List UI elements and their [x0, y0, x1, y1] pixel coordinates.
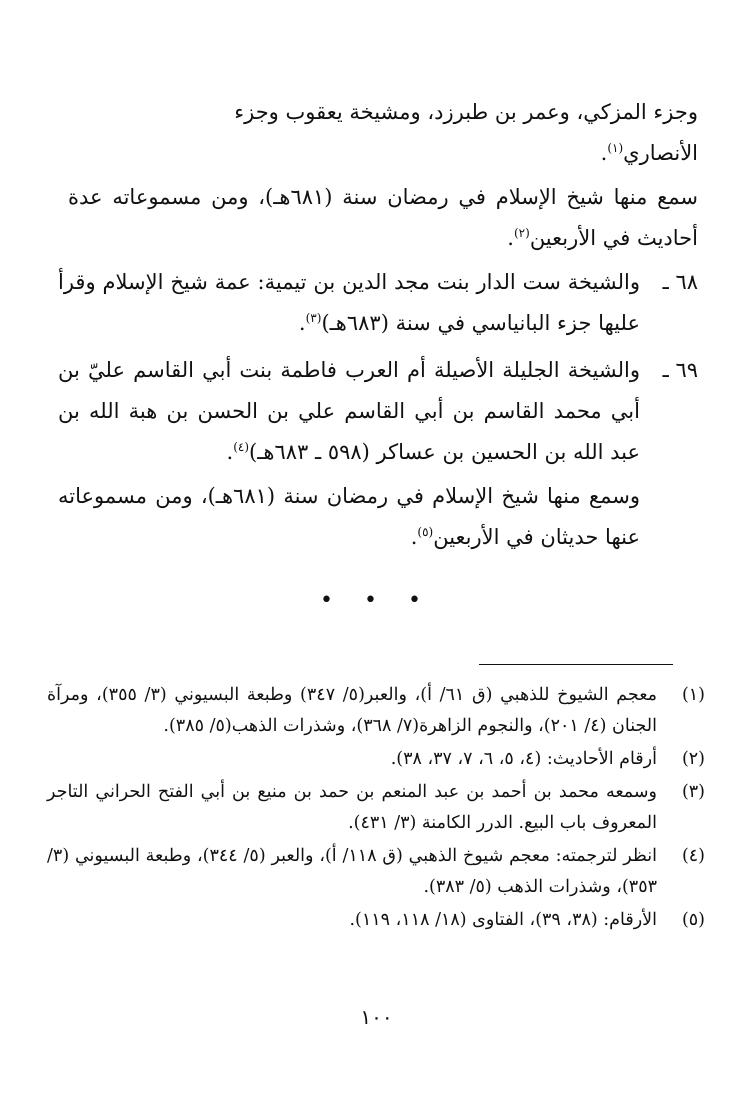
footnote-5: [47, 905, 705, 936]
footnote-ref-3[interactable]: (٣): [305, 311, 322, 325]
footnote-2: [47, 744, 705, 775]
footnote-ref-4[interactable]: (٤): [233, 440, 250, 454]
intro-line-2: الأنصاري$^{(١)}$.: [600, 141, 698, 165]
entry-text-continued: وسمع منها شيخ الإسلام في رمضان سنة (٦٨١هـ)، ومن مسموعاته عنها حديثان في الأربعين: [58, 484, 640, 549]
footnote-text: وسمعه محمد بن أحمد بن عبد المنعم بن حمد بن منيع بن أبي الفتح الحراني التاجر المعروف باب البيع. الدرر الكامنة (٣/ ٤٣١).: [47, 782, 657, 833]
footnote-3: [47, 777, 705, 839]
footnote-divider: [479, 664, 673, 665]
footnote-4: [47, 841, 705, 903]
footnote-number: (٤): [681, 846, 705, 866]
footnote-text: أرقام الأحاديث: (٤، ٥، ٦، ٧، ٣٧، ٣٨).: [390, 749, 657, 769]
entry-68: ٦٨ ـ والشيخة ست الدار بنت مجد الدين بن تيمية: عمة شيخ الإسلام وقرأ عليها جزء البانياسي في سنة (٦٨٣هـ)$^{(٣)}$.: [58, 262, 698, 344]
footnote-number: (١): [681, 685, 705, 705]
intro-line-1: وجزء المزكي، وعمر بن طبرزد، ومشيخة يعقوب وجزء: [234, 100, 698, 124]
entry-number: ٦٩ ـ: [662, 358, 698, 382]
footnote-number: (٣): [681, 782, 705, 802]
footnote-text: الأرقام: (٣٨، ٣٩)، الفتاوى (١٨/ ١١٨، ١١٩).: [349, 910, 657, 930]
footnote-number: (٥): [681, 910, 705, 930]
footnote-1: [47, 680, 705, 742]
entry-69: ٦٩ ـ والشيخة الجليلة الأصيلة أم العرب فاطمة بنت أبي القاسم عليّ بن أبي محمد القاسم بن أبي القاسم علي بن الحسن بن هبة الله بن عبد الله بن الحسين بن عساكر (٥٩٨ ـ ٦٨٣هـ)$^{(٤)}$. وسمع منها شيخ الإسلام في رمضان سنة (٦٨١هـ)، ومن مسموعاته عنها حديثان في الأربعين$^{(٥)}$.: [58, 350, 698, 558]
footnote-ref-2[interactable]: (٢): [513, 226, 530, 240]
footnotes: [47, 680, 705, 938]
footnote-text: معجم الشيوخ للذهبي (ق ٦١/ أ)، والعبر(٥/ ٣٤٧) وطبعة البسيوني (٣/ ٣٥٥)، ومرآة الجنان (٤/ ٢٠١)، والنجوم الزاهرة(٧/ ٣٦٨)، وشذرات الذهب(٥/ ٣٨٥).: [47, 685, 658, 736]
footnote-text: انظر لترجمته: معجم شيوخ الذهبي (ق ١١٨/ أ)، والعبر (٥/ ٣٤٤)، وطبعة البسيوني (٣/ ٣٥٣)، وشذرات الذهب (٥/ ٣٨٣).: [47, 846, 657, 897]
entry-text: والشيخة ست الدار بنت مجد الدين بن تيمية: عمة شيخ الإسلام وقرأ عليها جزء البانياسي في سنة (٦٨٣هـ): [58, 270, 640, 335]
page-number: ١٠٠: [360, 1005, 393, 1029]
footnote-ref-5[interactable]: (٥): [417, 525, 434, 539]
intro-continuation: [68, 92, 698, 174]
footnote-number: (٢): [681, 749, 705, 769]
intro-paragraph-2: سمع منها شيخ الإسلام في رمضان سنة (٦٨١هـ)، ومن مسموعاته عدة أحاديث في الأربعين$^{(٢)}$.: [68, 185, 698, 250]
entry-text: والشيخة الجليلة الأصيلة أم العرب فاطمة بنت أبي القاسم عليّ بن أبي محمد القاسم بن أبي القاسم علي بن الحسن بن هبة الله بن عبد الله بن الحسين بن عساكر (٥٩٨ ـ ٦٨٣هـ): [58, 358, 640, 464]
section-separator: • • •: [320, 588, 433, 613]
footnote-ref-1[interactable]: (١): [607, 141, 624, 155]
entry-number: ٦٨ ـ: [662, 270, 698, 294]
